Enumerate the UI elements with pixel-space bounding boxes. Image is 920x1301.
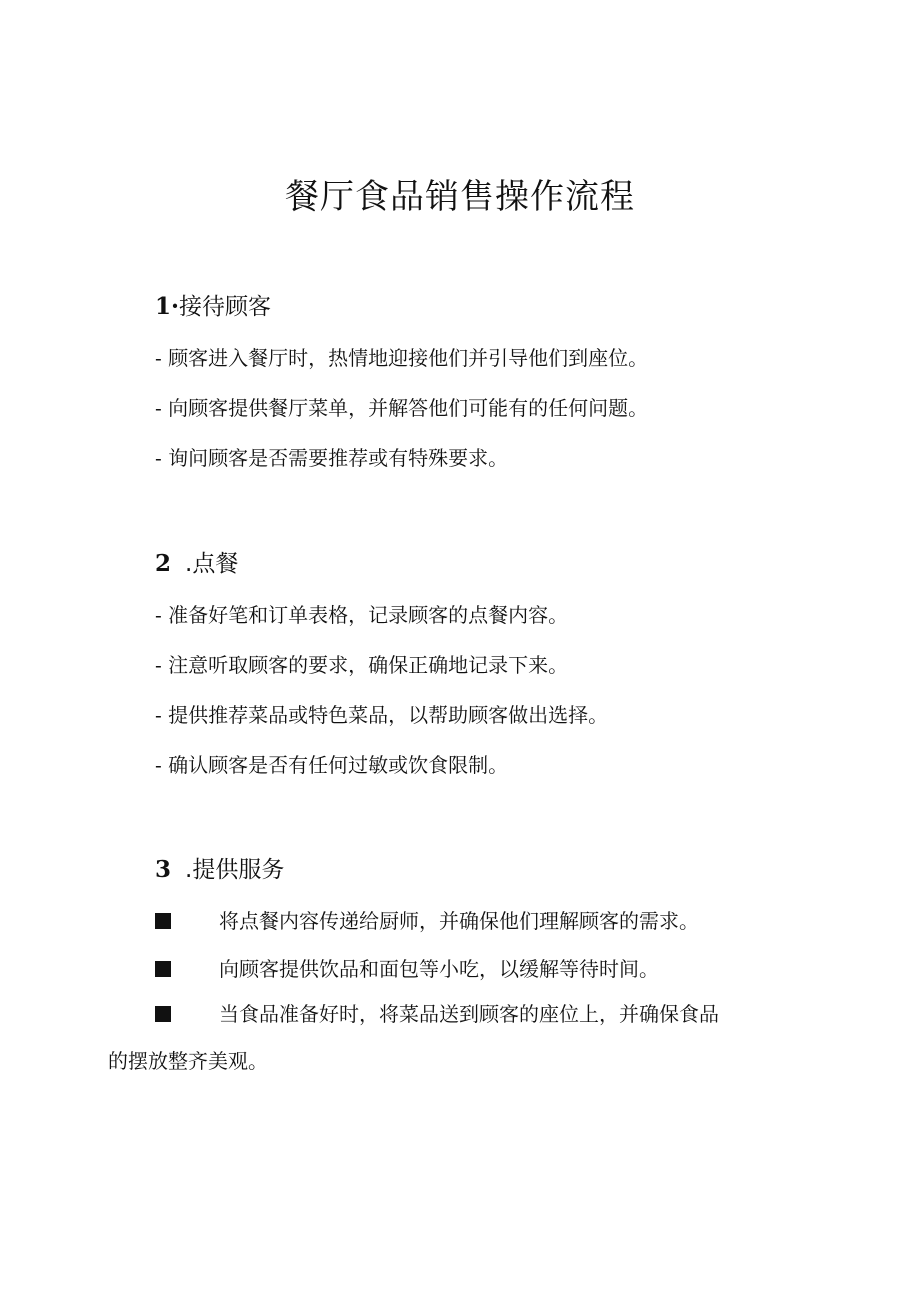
bullet-item-text: 向顾客提供饮品和面包等小吃，以缓解等待时间。 (219, 957, 659, 981)
list-item: - 询问顾客是否需要推荐或有特殊要求。 (155, 446, 509, 470)
list-item: - 确认顾客是否有任何过敏或饮食限制。 (155, 753, 509, 777)
section-heading-service (155, 853, 284, 887)
list-item: - 准备好笔和订单表格，记录顾客的点餐内容。 (155, 603, 569, 627)
section-number: 1· (155, 293, 180, 320)
bullet-item (155, 999, 719, 1029)
square-bullet-icon (155, 913, 171, 929)
section-label: 接待顾客 (179, 294, 272, 320)
bullet-item (155, 954, 659, 984)
section-heading-ordering (155, 547, 238, 581)
bullet-item-continuation: 的摆放整齐美观。 (108, 1049, 268, 1073)
bullet-item-text: 将点餐内容传递给厨师，并确保他们理解顾客的需求。 (219, 909, 699, 933)
bullet-item-text: 当食品准备好时，将菜品送到顾客的座位上，并确保食品 (219, 1002, 719, 1026)
section-heading-reception (155, 290, 271, 324)
list-item: - 提供推荐菜品或特色菜品，以帮助顾客做出选择。 (155, 703, 609, 727)
section-label: .点餐 (185, 551, 239, 577)
section-number: 3 (155, 856, 172, 883)
document-title: 餐厅食品销售操作流程 (285, 177, 635, 217)
section-number: 2 (155, 550, 172, 577)
bullet-item (155, 906, 699, 936)
section-label: .提供服务 (185, 857, 285, 883)
square-bullet-icon (155, 1006, 171, 1022)
list-item: - 向顾客提供餐厅菜单，并解答他们可能有的任何问题。 (155, 396, 649, 420)
square-bullet-icon (155, 961, 171, 977)
list-item: - 顾客进入餐厅时，热情地迎接他们并引导他们到座位。 (155, 346, 649, 370)
list-item: - 注意听取顾客的要求，确保正确地记录下来。 (155, 653, 569, 677)
